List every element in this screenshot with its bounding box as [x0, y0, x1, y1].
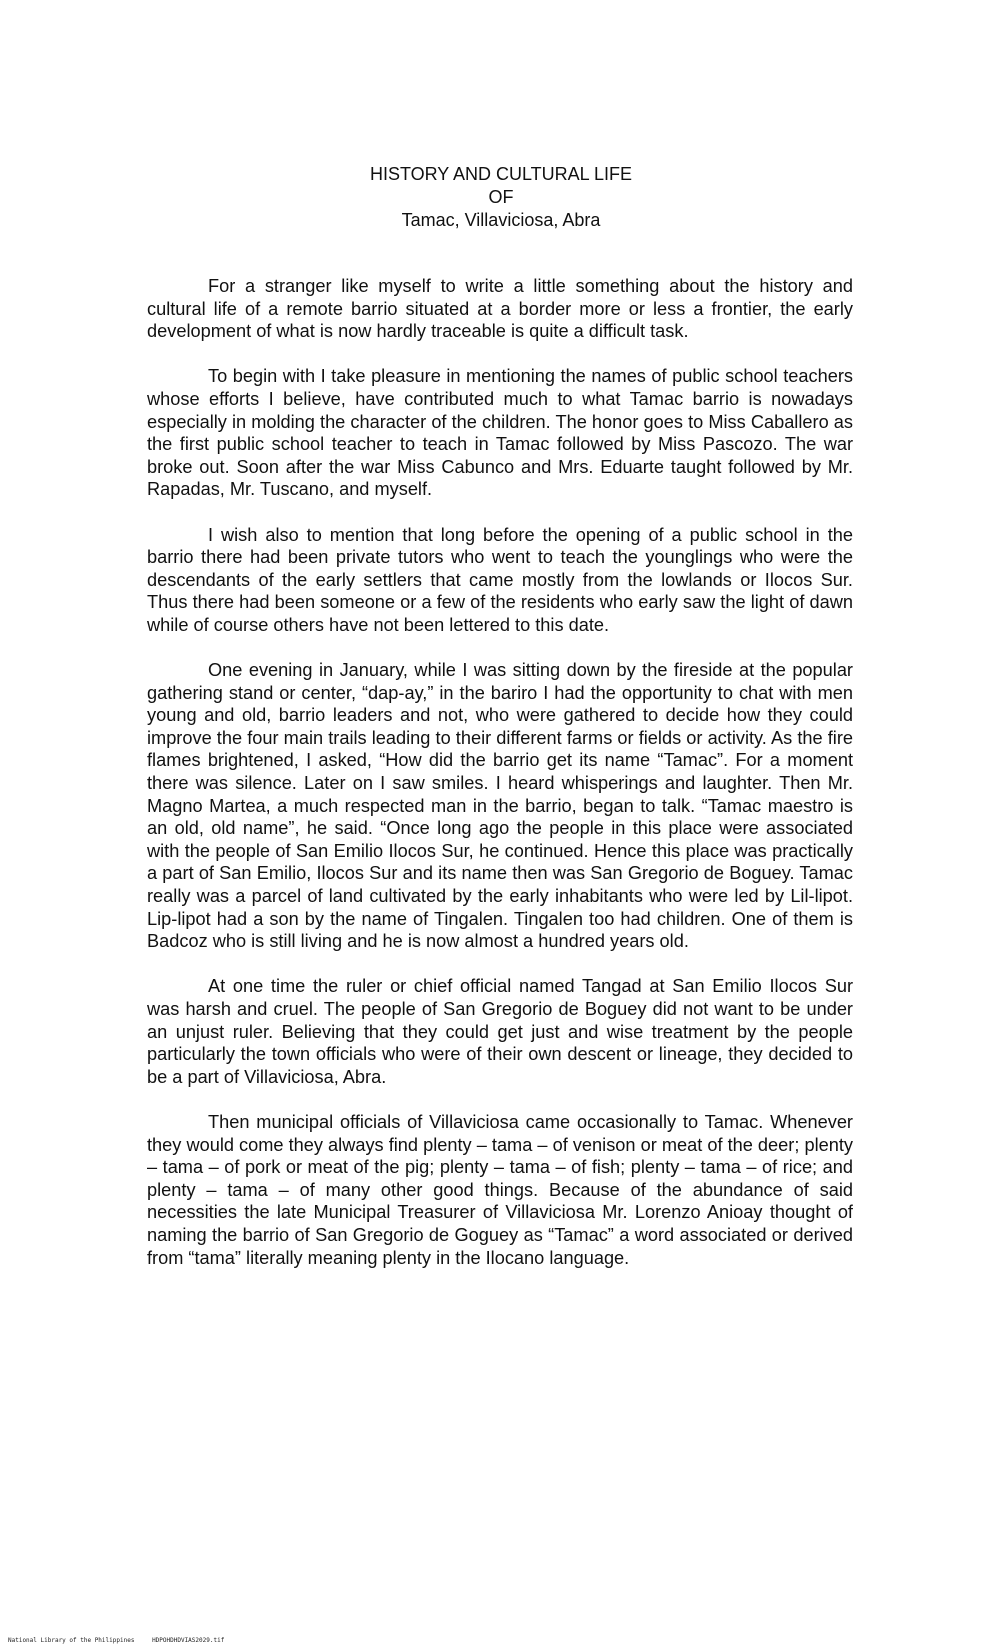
- paragraph-4: One evening in January, while I was sitting down by the fireside at the popular gathering stand or center, “dap-ay,” in the bariro I had the opportunity to chat with men young and old, barrio leaders and not, who were gathered to decide how they could improve the four main trails leading to their different farms or fields or activity. As the fire flames brightened, I asked, “How did the barrio get its name “Tamac”. For a moment there was silence. Later on I saw smiles. I heard whisperings and laughter. Then Mr. Magno Martea, a much respected man in the barrio, began to talk. “Tamac maestro is an old, old name”, he said. “Once long ago the people in this place were associated with the people of San Emilio Ilocos Sur, he continued. Hence this place was practically a part of San Emilio, Ilocos Sur and its name then was San Gregorio de Boguey. Tamac really was a parcel of land cultivated by the early inhabitants who were led by Lil-lipot. Lip-lipot had a son by the name of Tingalen. Tingalen too had children. One of them is Badcoz who is still living and he is now almost a hundred years old.: [147, 660, 853, 952]
- document-body: [147, 275, 853, 1292]
- title-line-1: HISTORY AND CULTURAL LIFE: [369, 164, 633, 184]
- paragraph-1: For a stranger like myself to write a little something about the history and cultural life of a remote barrio situated at a border more or less a frontier, the early development of what is now hardly traceable is quite a difficult task.: [147, 276, 853, 342]
- paragraph-3: I wish also to mention that long before the opening of a public school in the barrio there had been private tutors who went to teach the younglings who were the descendants of the early settlers that came mostly from the lowlands or Ilocos Sur. Thus there had been someone or a few of the residents who early saw the light of dawn while of course others have not been lettered to this date.: [147, 524, 853, 635]
- title-line-2: OF: [488, 187, 514, 207]
- scan-footer: [8, 1637, 238, 1644]
- paragraph-2: To begin with I take pleasure in mentioning the names of public school teachers whose efforts I believe, have contributed much to what Tamac barrio is nowadays especially in molding the character of the children. The honor goes to Miss Caballero as the first public school teacher to teach in Tamac followed by Miss Pascozo. The war broke out. Soon after the war Miss Cabunco and Mrs. Eduarte taught followed by Mr. Rapadas, Mr. Tuscano, and myself.: [147, 366, 853, 500]
- paragraph-6: Then municipal officials of Villaviciosa came occasionally to Tamac. Whenever they would come they always find plenty – tama – of venison or meat of the deer; plenty – tama – of pork or meat of the pig; plenty – tama – of fish; plenty – tama – of rice; and plenty – tama – of many other good things. Because of the abundance of said necessities the late Municipal Treasurer of Villaviciosa Mr. Lorenzo Anioay thought of naming the barrio of San Gregorio de Goguey as “Tamac” a word associated or derived from “tama” literally meaning plenty in the Ilocano language.: [147, 1111, 853, 1268]
- footer-code: HDPOHDHDVIAS2029.tif: [152, 1637, 225, 1644]
- paragraph-5: At one time the ruler or chief official named Tangad at San Emilio Ilocos Sur was harsh and cruel. The people of San Gregorio de Boguey did not want to be under an unjust ruler. Believing that they could get just and wise treatment by the people particularly the town officials who were of their own descent or lineage, they decided to be a part of Villaviciosa, Abra.: [147, 976, 853, 1087]
- title-line-3: Tamac, Villaviciosa, Abra: [401, 210, 601, 230]
- document-title: [0, 163, 1002, 232]
- footer-library: National Library of the Philippines: [8, 1637, 135, 1644]
